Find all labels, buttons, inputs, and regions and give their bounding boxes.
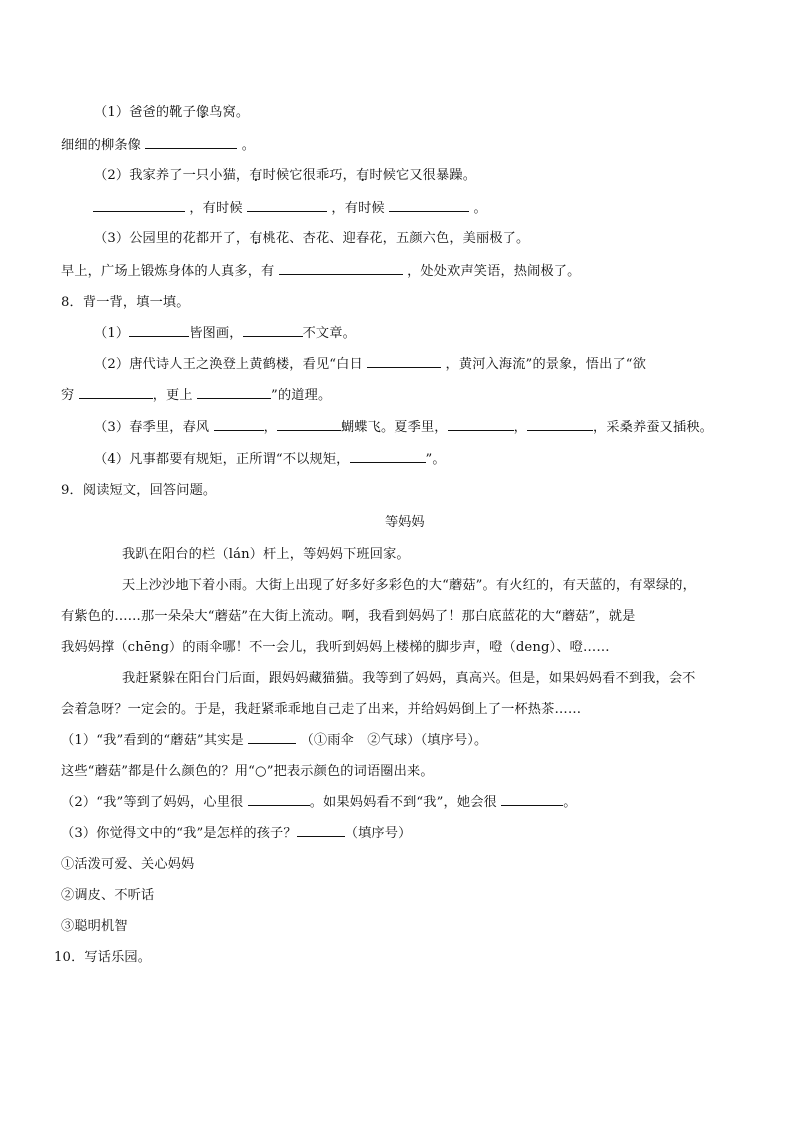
text: （1） bbox=[94, 326, 130, 341]
text: ，有时候 bbox=[331, 201, 385, 216]
text: ，处处欢声笑语，热闹极了。 bbox=[407, 264, 581, 279]
answer-blank[interactable] bbox=[197, 387, 271, 399]
passage-para-3b: 会着急呀？一定会的。于是，我赶紧乖乖地自己走了出来，并给妈妈倒上了一杯热茶…… bbox=[61, 702, 582, 717]
q8-heading: 8．背一背，填一填。 bbox=[61, 295, 190, 310]
passage-para-2a: 天上沙沙地下着小雨。大街上出现了好多好多彩色的大“蘑菇”。有火红的，有天蓝的，有翠绿的， bbox=[122, 578, 696, 593]
text: ，更上 bbox=[152, 388, 193, 403]
emphasis-char: 有 bbox=[249, 231, 263, 246]
text: 。如果妈妈看不到“我”，她会很 bbox=[309, 795, 497, 810]
text: （3）公园里的花都开了， bbox=[94, 231, 250, 246]
text: ， bbox=[513, 420, 527, 435]
q9-option-3: ③聪明机智 bbox=[61, 919, 128, 934]
text: 。 bbox=[241, 138, 256, 153]
passage-title: 等妈妈 bbox=[385, 515, 425, 530]
answer-blank[interactable] bbox=[448, 419, 514, 431]
answer-blank[interactable] bbox=[243, 325, 303, 337]
text: （2）“我”等到了妈妈，心里很 bbox=[61, 795, 244, 810]
q8-s2-cont bbox=[61, 384, 331, 403]
q8-s3 bbox=[94, 416, 713, 435]
emphasis-char: 像 bbox=[195, 105, 210, 120]
passage-para-2b: 有紫色的……那一朵朵大“蘑菇”在大街上流动。啊，我看到妈妈了！那白底蓝花的大“蘑菇”，就是 bbox=[61, 609, 636, 624]
text: 不文章。 bbox=[302, 326, 356, 341]
text: ，黄河入海流”的景象，悟出了“欲 bbox=[445, 357, 647, 372]
q9-sq1 bbox=[61, 729, 487, 748]
text: （3）你觉得文中的“我”是怎样的孩子？ bbox=[61, 826, 297, 841]
text: 鸟窝。 bbox=[209, 105, 250, 120]
text: （填序号） bbox=[344, 826, 412, 841]
emphasis-char: 有 bbox=[355, 168, 370, 183]
answer-blank[interactable] bbox=[279, 263, 403, 275]
text: 时候它很乖巧， bbox=[262, 168, 356, 183]
text: 。 bbox=[563, 795, 577, 810]
q8-s4 bbox=[94, 448, 446, 467]
answer-blank[interactable] bbox=[248, 732, 296, 744]
text: ”。 bbox=[425, 452, 446, 467]
text: ，有时候 bbox=[189, 201, 243, 216]
answer-blank[interactable] bbox=[389, 200, 469, 212]
q9-heading: 9．阅读短文，回答问题。 bbox=[61, 483, 217, 498]
answer-blank[interactable] bbox=[501, 794, 563, 806]
text: （3）春季里，春风 bbox=[94, 420, 210, 435]
answer-blank[interactable] bbox=[527, 419, 593, 431]
text: （①雨伞 ②气球）（填序号）。 bbox=[300, 733, 488, 748]
text: （2）唐代诗人王之涣登上黄鹤楼，看见“白日 bbox=[94, 357, 363, 372]
q8-s2 bbox=[94, 353, 646, 372]
q10-heading: 10．写话乐园。 bbox=[54, 950, 152, 965]
text: 桃花、杏花、迎春花，五颜六色，美丽极了。 bbox=[262, 231, 530, 246]
text: （1）爸爸的靴子 bbox=[94, 105, 196, 120]
passage-para-3a: 我赶紧躲在阳台门后面，跟妈妈藏猫猫。我等到了妈妈，真高兴。但是，如果妈妈看不到我，会不 bbox=[122, 671, 696, 686]
q9-sq1b: 这些“蘑菇”都是什么颜色的？用“○”把表示颜色的词语圈出来。 bbox=[61, 764, 434, 779]
q9-sq2 bbox=[61, 791, 577, 810]
answer-blank[interactable] bbox=[129, 325, 189, 337]
q7-s1-sentence bbox=[94, 101, 249, 120]
answer-blank[interactable] bbox=[248, 794, 310, 806]
q7-s3-fill bbox=[61, 260, 580, 279]
answer-blank[interactable] bbox=[367, 356, 441, 368]
text: 时候它又很暴躁。 bbox=[369, 168, 477, 183]
answer-blank[interactable] bbox=[214, 419, 264, 431]
answer-blank[interactable] bbox=[145, 137, 237, 149]
q9-option-2: ②调皮、不听话 bbox=[61, 888, 155, 903]
passage-para-1: 我趴在阳台的栏（lán）杆上，等妈妈下班回家。 bbox=[122, 547, 410, 562]
text: 蝴蝶飞。夏季里， bbox=[340, 420, 448, 435]
text: （1）“我”看到的“蘑菇”其实是 bbox=[61, 733, 244, 748]
text: （2）我家养了一只小猫， bbox=[94, 168, 250, 183]
q9-option-1: ①活泼可爱、关心妈妈 bbox=[61, 857, 195, 872]
text: ，采桑养蚕又插秧。 bbox=[592, 420, 714, 435]
text: ”的道理。 bbox=[271, 388, 332, 403]
text: 早上，广场上锻炼身体的人真多，有 bbox=[61, 264, 275, 279]
answer-blank[interactable] bbox=[350, 451, 426, 463]
q9-sq3 bbox=[61, 822, 411, 841]
answer-blank[interactable] bbox=[93, 200, 185, 212]
text: （4）凡事都要有规矩，正所谓“不以规矩， bbox=[94, 452, 350, 467]
answer-blank[interactable] bbox=[79, 387, 153, 399]
passage-para-2c: 我妈妈撑（chēng）的雨伞哪！不一会儿，我听到妈妈上楼梯的脚步声，噔（deng）、噔…… bbox=[61, 640, 610, 655]
q7-s1-fill bbox=[61, 134, 255, 153]
answer-blank[interactable] bbox=[277, 419, 341, 431]
text: ， bbox=[263, 420, 277, 435]
emphasis-char: 有 bbox=[249, 168, 263, 183]
text: 穷 bbox=[61, 388, 75, 403]
q8-s1 bbox=[94, 322, 356, 341]
text: 细细的柳条像 bbox=[61, 138, 142, 153]
q7-s2-sentence bbox=[94, 164, 476, 183]
answer-blank[interactable] bbox=[297, 825, 345, 837]
text: 。 bbox=[473, 201, 487, 216]
q7-s2-fill bbox=[93, 197, 487, 216]
text: 皆图画， bbox=[189, 326, 243, 341]
q7-s3-sentence bbox=[94, 227, 529, 246]
answer-blank[interactable] bbox=[247, 200, 327, 212]
